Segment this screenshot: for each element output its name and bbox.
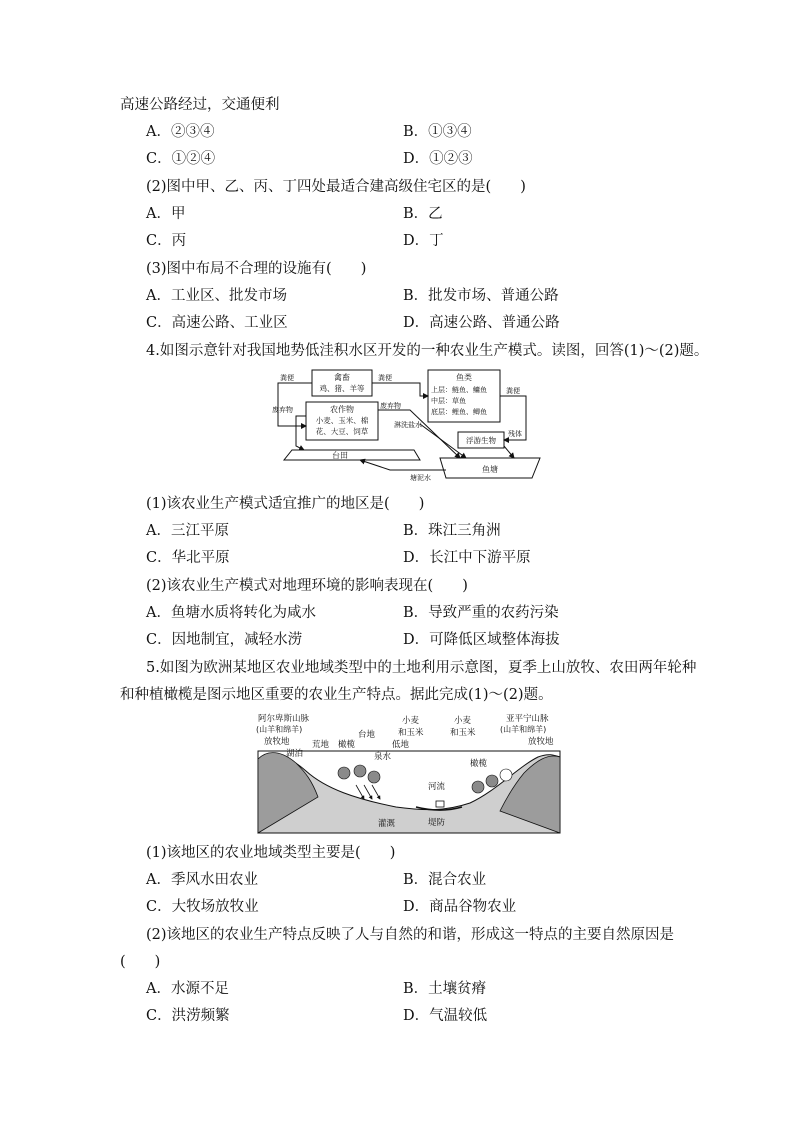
continued-text: 高速公路经过，交通便利 (120, 97, 280, 113)
q3-1-option-a[interactable]: A．②③④ (146, 124, 215, 140)
q5-1-stem: (1)该地区的农业地域类型主要是( ) (146, 845, 396, 861)
olive-tree-left-1 (338, 767, 350, 779)
wheat-left-label: 小麦 (402, 716, 420, 726)
q5-1-option-a[interactable]: A．季风水田农业 (146, 872, 258, 888)
q5-2-option-c[interactable]: C．洪涝频繁 (146, 1008, 230, 1024)
q4-2-option-d[interactable]: D．可降低区域整体海拔 (403, 632, 560, 648)
q3-1-option-d[interactable]: D．①②③ (403, 151, 473, 167)
q4-1-option-b[interactable]: B．珠江三角洲 (403, 523, 501, 539)
olive-tree-left-3 (368, 771, 380, 783)
crops-line1: 小麦、玉米、棉 (315, 416, 369, 425)
mud-label: 塘泥水 (410, 474, 431, 482)
wheat-right-label: 小麦 (454, 716, 472, 726)
q5-2-option-b[interactable]: B．土壤贫瘠 (403, 981, 487, 997)
olive-tree-right-3 (500, 769, 512, 781)
manure-right-label: 粪便 (506, 387, 520, 395)
q3-1-option-b[interactable]: B．①③④ (403, 124, 472, 140)
manure-mid-arrow (372, 383, 428, 396)
q3-1-option-c[interactable]: C．①②④ (146, 151, 216, 167)
olive-tree-left-2 (354, 765, 366, 777)
wasteland-label: 荒地 (312, 740, 330, 750)
q4-2-option-c[interactable]: C．因地制宜，减轻水涝 (146, 632, 303, 648)
fish-title: 鱼类 (456, 373, 472, 382)
q5-2-option-a[interactable]: A．水源不足 (146, 981, 229, 997)
q5-2-option-d[interactable]: D．气温较低 (403, 1008, 488, 1024)
pasture-left-label: 放牧地 (264, 737, 290, 747)
left-mountain-label: 阿尔卑斯山脉 (258, 714, 310, 724)
olive-tree-right-1 (472, 781, 484, 793)
olive-tree-right-2 (486, 775, 498, 787)
q5-1-option-d[interactable]: D．商品谷物农业 (403, 899, 517, 915)
terrace-label: 台地 (358, 730, 376, 740)
manure-left-label: 粪便 (280, 374, 294, 382)
q5-1-option-b[interactable]: B．混合农业 (403, 872, 487, 888)
spring-label: 泉水 (374, 752, 392, 762)
wheat-left-label-2: 和玉米 (398, 728, 424, 738)
mud-arrow (360, 460, 446, 470)
fish-middle: 中层：草鱼 (431, 397, 466, 405)
olive-right-label: 橄榄 (470, 759, 488, 769)
q4-1-option-c[interactable]: C．华北平原 (146, 550, 230, 566)
leach-label: 淋洗盐水 (394, 421, 422, 429)
q4-1-option-a[interactable]: A．三江平原 (146, 523, 229, 539)
manure-mid-label: 粪便 (378, 374, 392, 382)
waste-left-arrow (296, 416, 306, 450)
q4-2-stem: (2)该农业生产模式对地理环境的影响表现在( ) (146, 578, 468, 594)
q3-3-option-b[interactable]: B．批发市场、普通公路 (403, 288, 559, 304)
livestock-title: 禽畜 (334, 373, 350, 382)
right-mountain-label: 亚平宁山脉 (506, 714, 549, 724)
waste-mid-label: 废弃物 (380, 402, 401, 410)
q5-land-use-diagram (256, 711, 562, 835)
waste-left-label: 废弃物 (272, 406, 293, 414)
pasture-right-label: 放牧地 (528, 737, 554, 747)
lowland-label: 低地 (392, 740, 410, 750)
q4-1-option-d[interactable]: D．长江中下游平原 (403, 550, 531, 566)
irrigation-label: 灌溉 (378, 819, 396, 829)
q3-3-option-a[interactable]: A．工业区、批发市场 (146, 288, 287, 304)
q5-1-option-c[interactable]: C．大牧场放牧业 (146, 899, 259, 915)
q3-3-stem: (3)图中布局不合理的设施有( ) (146, 261, 367, 277)
river-label: 河流 (428, 782, 446, 792)
q3-2-option-b[interactable]: B．乙 (403, 206, 443, 222)
plankton-label: 浮游生物 (466, 436, 496, 445)
q4-2-option-b[interactable]: B．导致严重的农药污染 (403, 605, 559, 621)
right-mountain-sub: (山羊和绵羊) (500, 725, 547, 734)
q3-2-stem: (2)图中甲、乙、丙、丁四处最适合建高级住宅区的是( ) (146, 179, 526, 195)
fish-upper: 上层：鲢鱼、鳙鱼 (431, 386, 487, 394)
lake-label: 湖泊 (286, 749, 304, 759)
crops-line2: 花、大豆、饲草 (315, 427, 369, 436)
q5-stem-line1: 5.如图为欧洲某地区农业地域类型中的土地利用示意图，夏季上山放牧、农田两年轮种 (146, 660, 697, 676)
fish-bottom: 底层：鲤鱼、鲫鱼 (431, 408, 487, 416)
q5-2-stem: (2)该地区的农业生产特点反映了人与自然的和谐，形成这一特点的主要自然原因是 (146, 927, 675, 943)
q4-2-option-a[interactable]: A．鱼塘水质将转化为咸水 (146, 605, 316, 621)
crops-title: 农作物 (330, 405, 354, 414)
residue-label: 残体 (508, 430, 522, 438)
q3-2-option-d[interactable]: D．丁 (403, 233, 444, 249)
q4-1-stem: (1)该农业生产模式适宜推广的地区是( ) (146, 496, 425, 512)
q3-2-option-c[interactable]: C．丙 (146, 233, 187, 249)
q3-2-option-a[interactable]: A．甲 (146, 206, 186, 222)
wheat-right-label-2: 和玉米 (450, 728, 476, 738)
q4-agriculture-cycle-diagram (270, 366, 546, 484)
residue-arrow (504, 446, 514, 458)
q3-3-option-c[interactable]: C．高速公路、工业区 (146, 315, 288, 331)
pond-label: 鱼塘 (482, 465, 498, 474)
platform-field (284, 450, 420, 460)
olive-left-label: 橄榄 (338, 740, 356, 750)
q4-stem: 4.如图示意针对我国地势低洼积水区开发的一种农业生产模式。读图，回答(1)～(2)题。 (146, 343, 709, 359)
q3-3-option-d[interactable]: D．高速公路、普通公路 (403, 315, 560, 331)
platform-label: 台田 (332, 451, 348, 460)
q5-stem-line2: 和种植橄榄是图示地区重要的农业生产特点。据此完成(1)～(2)题。 (120, 687, 553, 703)
livestock-items: 鸡、猪、羊等 (319, 384, 365, 393)
left-mountain-sub: (山羊和绵羊) (256, 725, 303, 734)
levee-mark (436, 801, 444, 807)
levee-label: 堤防 (428, 818, 446, 828)
q5-2-stem-cont: ( ) (120, 954, 161, 970)
